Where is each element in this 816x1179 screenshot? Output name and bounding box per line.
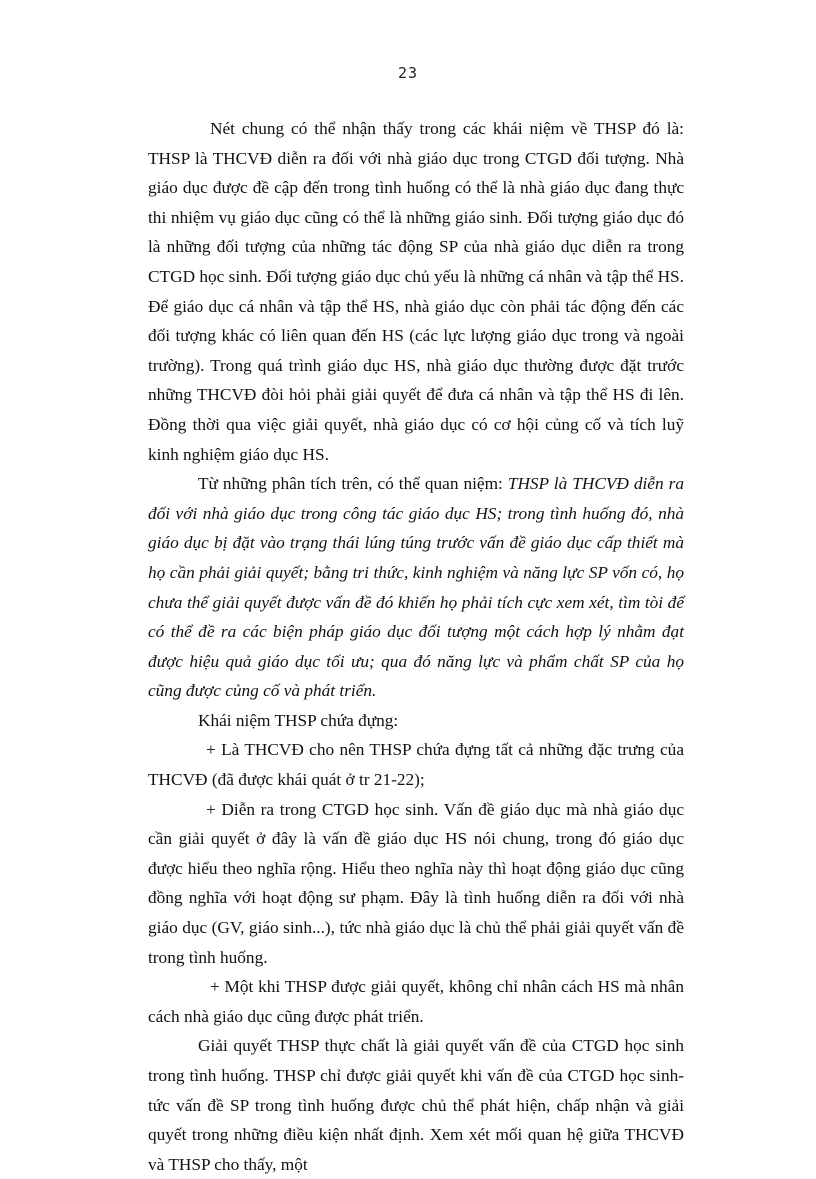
bullet-item-1: + Là THCVĐ cho nên THSP chứa đựng tất cả những đặc trưng của THCVĐ (đã được khái quát ở tr 21-22);	[148, 740, 684, 790]
paragraph-concept-contains: Khái niệm THSP chứa đựng:	[198, 710, 399, 730]
page-body	[148, 114, 684, 1179]
paragraph-common-features: Nét chung có thể nhận thấy trong các khái niệm về THSP đó là: THSP là THCVĐ diễn ra đối với nhà giáo dục trong CTGD đối tượng. Nhà giáo dục được đề cập đến trong tình huống có thể là nhà giáo dục đang thực thi nhiệm vụ giáo dục cũng có thể là những giáo sinh. Đối tượng giáo dục đó là những đối tượng của những tác động SP của nhà giáo dục diễn ra trong CTGD học sinh. Đối tượng giáo dục chủ yếu là những cá nhân và tập thể HS. Để giáo dục cá nhân và tập thể HS, nhà giáo dục còn phải tác động đến các đối tượng khác có liên quan đến HS (các lực lượng giáo dục trong và ngoài trường). Trong quá trình giáo dục HS, nhà giáo dục thường được đặt trước những THCVĐ đòi hỏi phải giải quyết để đưa cá nhân và tập thể HS đi lên. Đồng thời qua việc giải quyết, nhà giáo dục có cơ hội củng cố và tích luỹ kinh nghiệm giáo dục HS.	[148, 119, 684, 464]
bullet-item-2: + Diễn ra trong CTGD học sinh. Vấn đề giáo dục mà nhà giáo dục cần giải quyết ở đây là vấn đề giáo dục HS nói chung, trong đó giáo dục được hiểu theo nghĩa rộng. Hiểu theo nghĩa này thì hoạt động giáo dục cũng đồng nghĩa với hoạt động sư phạm. Đây là tình huống diễn ra đối với nhà giáo dục (GV, giáo sinh...), tức nhà giáo dục là chủ thể phải giải quyết vấn đề trong tình huống.	[148, 799, 684, 967]
bullet-item-3: + Một khi THSP được giải quyết, không chỉ nhân cách HS mà nhân cách nhà giáo dục cũng được phát triển.	[148, 977, 684, 1026]
definition-italic: THSP là THCVĐ diễn ra đối với nhà giáo dục trong công tác giáo dục HS; trong tình huống đó, nhà giáo dục bị đặt vào trạng thái lúng túng trước vấn đề giáo dục cấp thiết mà họ cần phải giải quyết; bằng tri thức, kinh nghiệm và năng lực SP vốn có, họ chưa thể giải quyết được vấn đề đó khiến họ phải tích cực xem xét, tìm tòi để có thể đề ra các biện pháp giáo dục đối tượng một cách hợp lý nhằm đạt được hiệu quả giáo dục tối ưu; qua đó năng lực và phẩm chất SP của họ cũng được củng cố và phát triển.	[148, 474, 684, 701]
paragraph-solving: Giải quyết THSP thực chất là giải quyết vấn đề của CTGD học sinh trong tình huống. THSP chỉ được giải quyết khi vấn đề của CTGD học sinh-tức vấn đề SP trong tình huống được chủ thể phát hiện, chấp nhận và giải quyết trong những điều kiện nhất định. Xem xét mối quan hệ giữa THCVĐ và THSP cho thấy, một	[148, 1036, 684, 1174]
page-number: 23	[397, 64, 419, 82]
paragraph-definition	[148, 469, 684, 706]
definition-lead: Từ những phân tích trên, có thể quan niệm:	[198, 474, 508, 494]
